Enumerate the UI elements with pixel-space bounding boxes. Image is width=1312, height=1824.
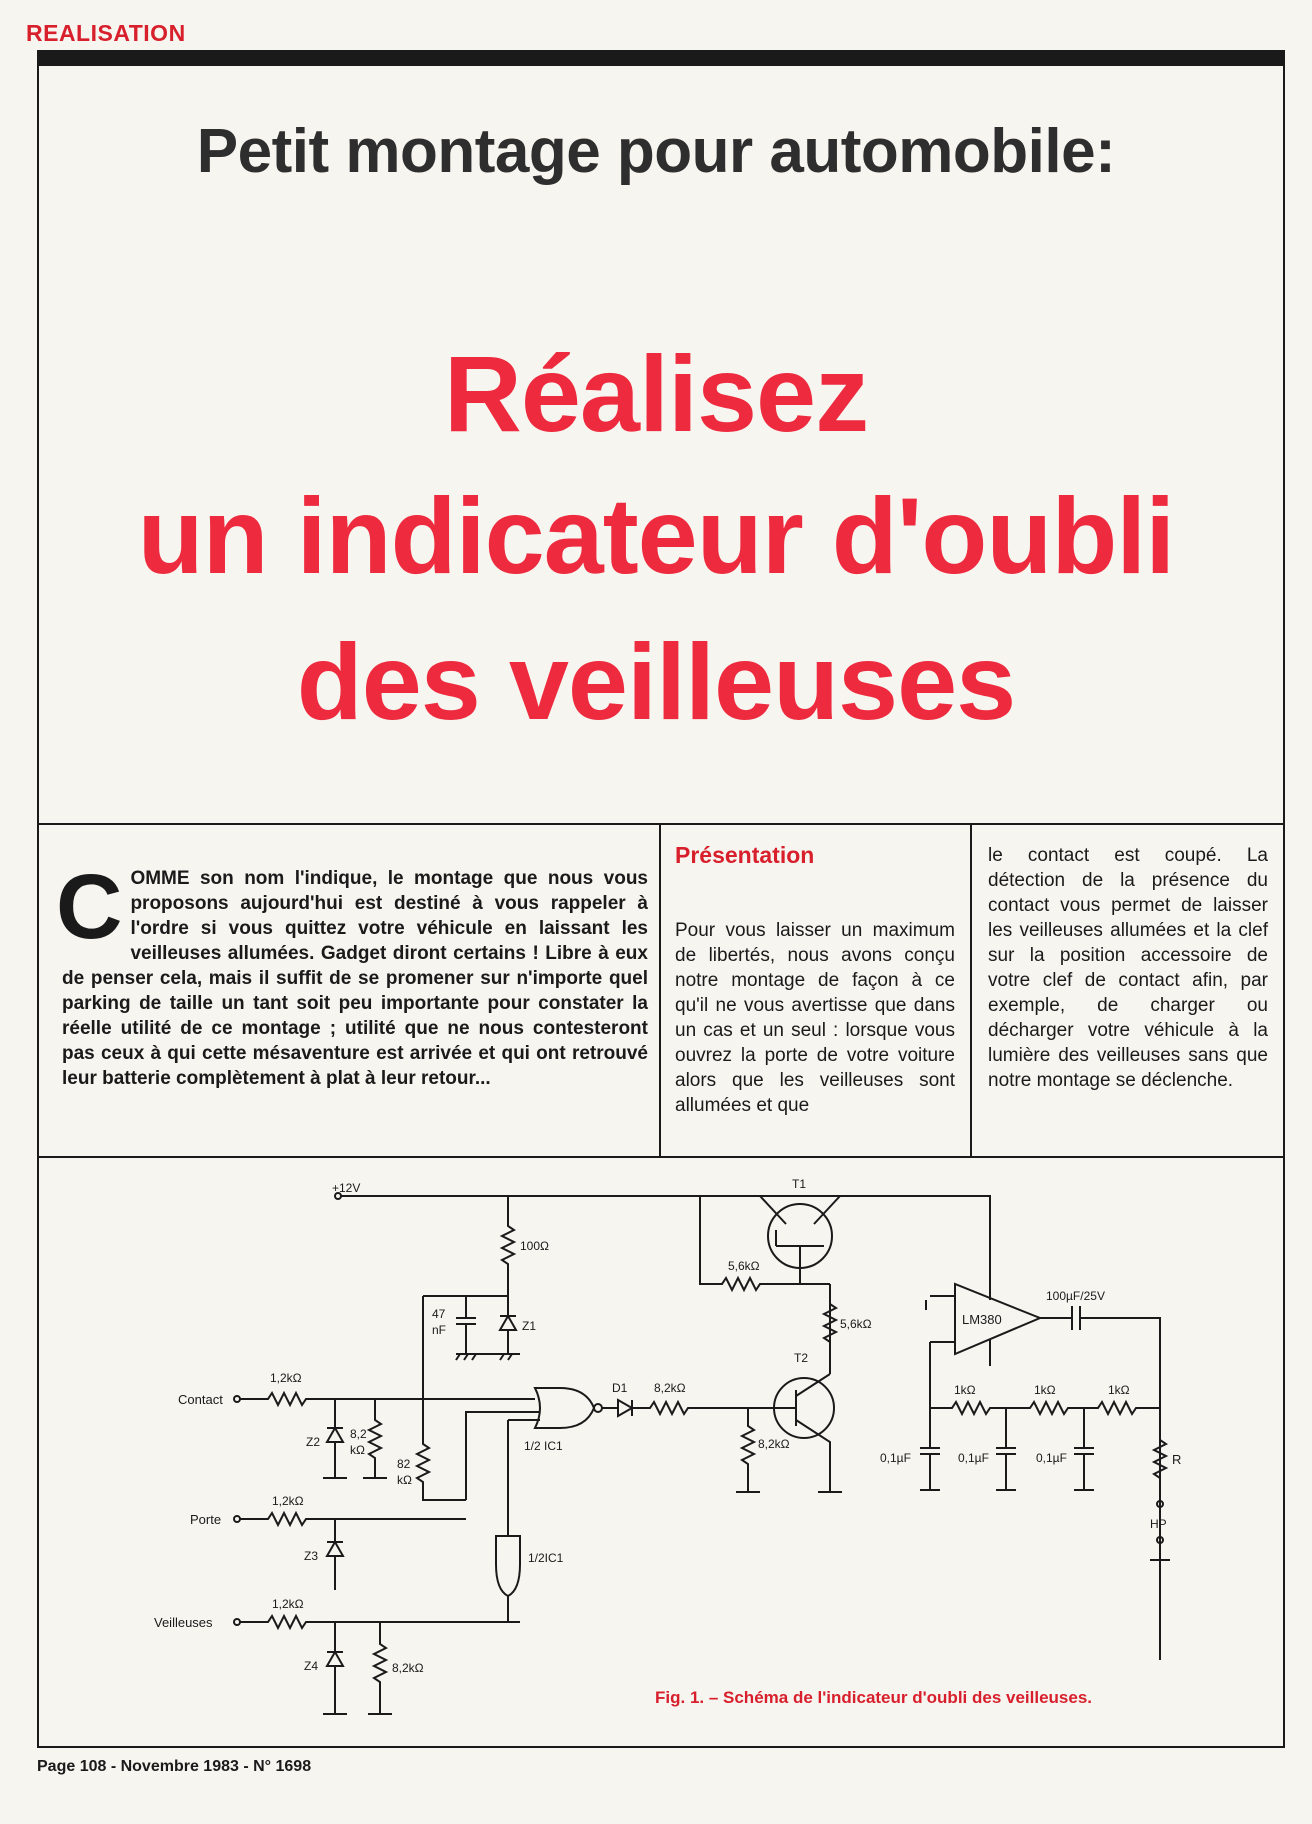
capacitor-47nf — [456, 1296, 476, 1354]
label-cf1: 0,1µF — [880, 1451, 911, 1465]
resistor-5k6-base-t1 — [700, 1196, 800, 1290]
rc-filter-capacitors — [920, 1408, 1094, 1490]
figure-caption: Fig. 1. – Schéma de l'indicateur d'oubli des veilleuses. — [655, 1688, 1093, 1707]
label-r-in1: 1,2kΩ — [270, 1371, 302, 1385]
headline-line-1: Réalisez — [443, 333, 869, 454]
label-gate1: 1/2 IC1 — [524, 1439, 563, 1453]
label-gate2: 1/2IC1 — [528, 1551, 564, 1565]
output-capacitor — [1040, 1306, 1160, 1660]
label-r82k-c: 8,2kΩ — [392, 1661, 424, 1675]
label-c47-unit: nF — [432, 1323, 447, 1337]
label-r56-b: 5,6kΩ — [840, 1317, 872, 1331]
label-t2: T2 — [794, 1351, 809, 1365]
label-amp: LM380 — [962, 1312, 1002, 1327]
resistor-porte-input — [240, 1513, 466, 1525]
headline-line-2: un indicateur d'oubli — [137, 475, 1175, 596]
supply-rail — [341, 1196, 990, 1280]
zener-z2 — [327, 1399, 343, 1478]
label-z3: Z3 — [304, 1549, 319, 1563]
intro-text: OMME son nom l'indique, le montage que nous vous proposons aujourd'hui est destiné à vous rappeler à l'ordre si vous quittez votre véhicule en laissant les veilleuses allumées. Gadget diront certains ! Libre à eux de penser cela, mais il suffit de se promener sur n'importe quel parking de taille un tant soit peu importante pour constater la réelle utilité de ce montage ; utilité que ne nous contesteront pas ceux à qui cette mésaventure est arrivée et qui ont retrouvé leur batterie complètement à plat à leur retour... — [62, 868, 648, 1089]
label-z2: Z2 — [306, 1435, 321, 1449]
label-porte: Porte — [190, 1512, 222, 1527]
presentation-text-col3: le contact est coupé. La détection de la présence du contact vous permet de laisser les veilleuses allumées et la clef sur la position accessoire de votre clef de contact afin, par exemple, de charger ou décharger votre véhicule à la lumière des veilleuses sans que notre montage se déclenche. — [988, 845, 1268, 1091]
kicker-title: Petit montage pour automobile: — [196, 117, 1116, 186]
label-rf3: 1kΩ — [1108, 1383, 1130, 1397]
resistor-8k2-veilleuses — [374, 1622, 386, 1714]
section-label: REALISATION — [26, 20, 186, 46]
resistor-82k — [417, 1399, 466, 1500]
label-r-d1: 8,2kΩ — [654, 1381, 686, 1395]
label-rf1: 1kΩ — [954, 1383, 976, 1397]
label-supply: +12V — [332, 1181, 361, 1195]
label-r56-a: 5,6kΩ — [728, 1259, 760, 1273]
veilleuses-terminal — [234, 1619, 240, 1625]
label-contact: Contact — [178, 1392, 223, 1407]
wire-gate2-to-gate1 — [508, 1420, 540, 1536]
label-r100: 100Ω — [520, 1239, 549, 1253]
resistor-8k2-contact — [369, 1399, 381, 1478]
label-z1: Z1 — [522, 1319, 537, 1333]
label-cf3: 0,1µF — [1036, 1451, 1067, 1465]
gate-ic1-a-bubble — [594, 1404, 602, 1412]
porte-terminal — [234, 1516, 240, 1522]
label-r-base: 8,2kΩ — [758, 1437, 790, 1451]
contact-terminal — [234, 1396, 240, 1402]
gate-ic1-a — [535, 1388, 594, 1428]
label-veilleuses: Veilleuses — [154, 1615, 213, 1630]
headline-line-3: des veilleuses — [296, 621, 1016, 742]
label-c47: 47 — [432, 1307, 446, 1321]
section-heading-presentation: Présentation — [675, 842, 815, 868]
label-hp: HP — [1150, 1517, 1167, 1531]
resistor-contact-input — [240, 1393, 535, 1405]
wire-gate2-veilleuses — [508, 1596, 520, 1622]
zener-z1 — [500, 1296, 516, 1354]
presentation-text-col2: Pour vous laisser un maximum de libertés, nous avons conçu notre montage de façon à ce qu'il ne vous avertisse que dans un cas et un seul : lorsque vous ouvrez la porte de votre voiture alors que les veilleuses sont allumées et que — [675, 920, 955, 1116]
label-r-in3: 1,2kΩ — [272, 1597, 304, 1611]
label-r82k-b: 82 — [397, 1457, 411, 1471]
gate-ic1-b — [496, 1536, 520, 1596]
label-cf2: 0,1µF — [958, 1451, 989, 1465]
resistor-5k6-collector — [824, 1284, 836, 1374]
label-cap-out: 100µF/25V — [1046, 1289, 1105, 1303]
zener-z4 — [327, 1622, 343, 1714]
label-r-in2: 1,2kΩ — [272, 1494, 304, 1508]
resistor-100-ohm — [502, 1196, 514, 1296]
label-r82k-a-unit: kΩ — [350, 1443, 365, 1457]
label-r82k-a: 8,2 — [350, 1427, 367, 1441]
zener-z3 — [327, 1519, 343, 1590]
diode-d1-and-resistor — [602, 1400, 780, 1416]
page-footer: Page 108 - Novembre 1983 - N° 1698 — [37, 1758, 312, 1775]
label-d1: D1 — [612, 1381, 628, 1395]
resistor-r — [1154, 1420, 1166, 1500]
ground-z1 — [456, 1354, 520, 1360]
dropcap: C — [56, 856, 123, 958]
resistor-8k2-base — [742, 1408, 754, 1492]
transistor-t1-leads — [760, 1196, 840, 1284]
ground-hp — [1150, 1543, 1170, 1560]
wire-porte-to-gate — [466, 1412, 540, 1500]
label-r82k-b-unit: kΩ — [397, 1473, 412, 1487]
label-r: R — [1172, 1452, 1182, 1467]
label-z4: Z4 — [304, 1659, 319, 1673]
rc-filter-resistors — [930, 1402, 1160, 1414]
label-rf2: 1kΩ — [1034, 1383, 1056, 1397]
label-t1: T1 — [792, 1177, 807, 1191]
